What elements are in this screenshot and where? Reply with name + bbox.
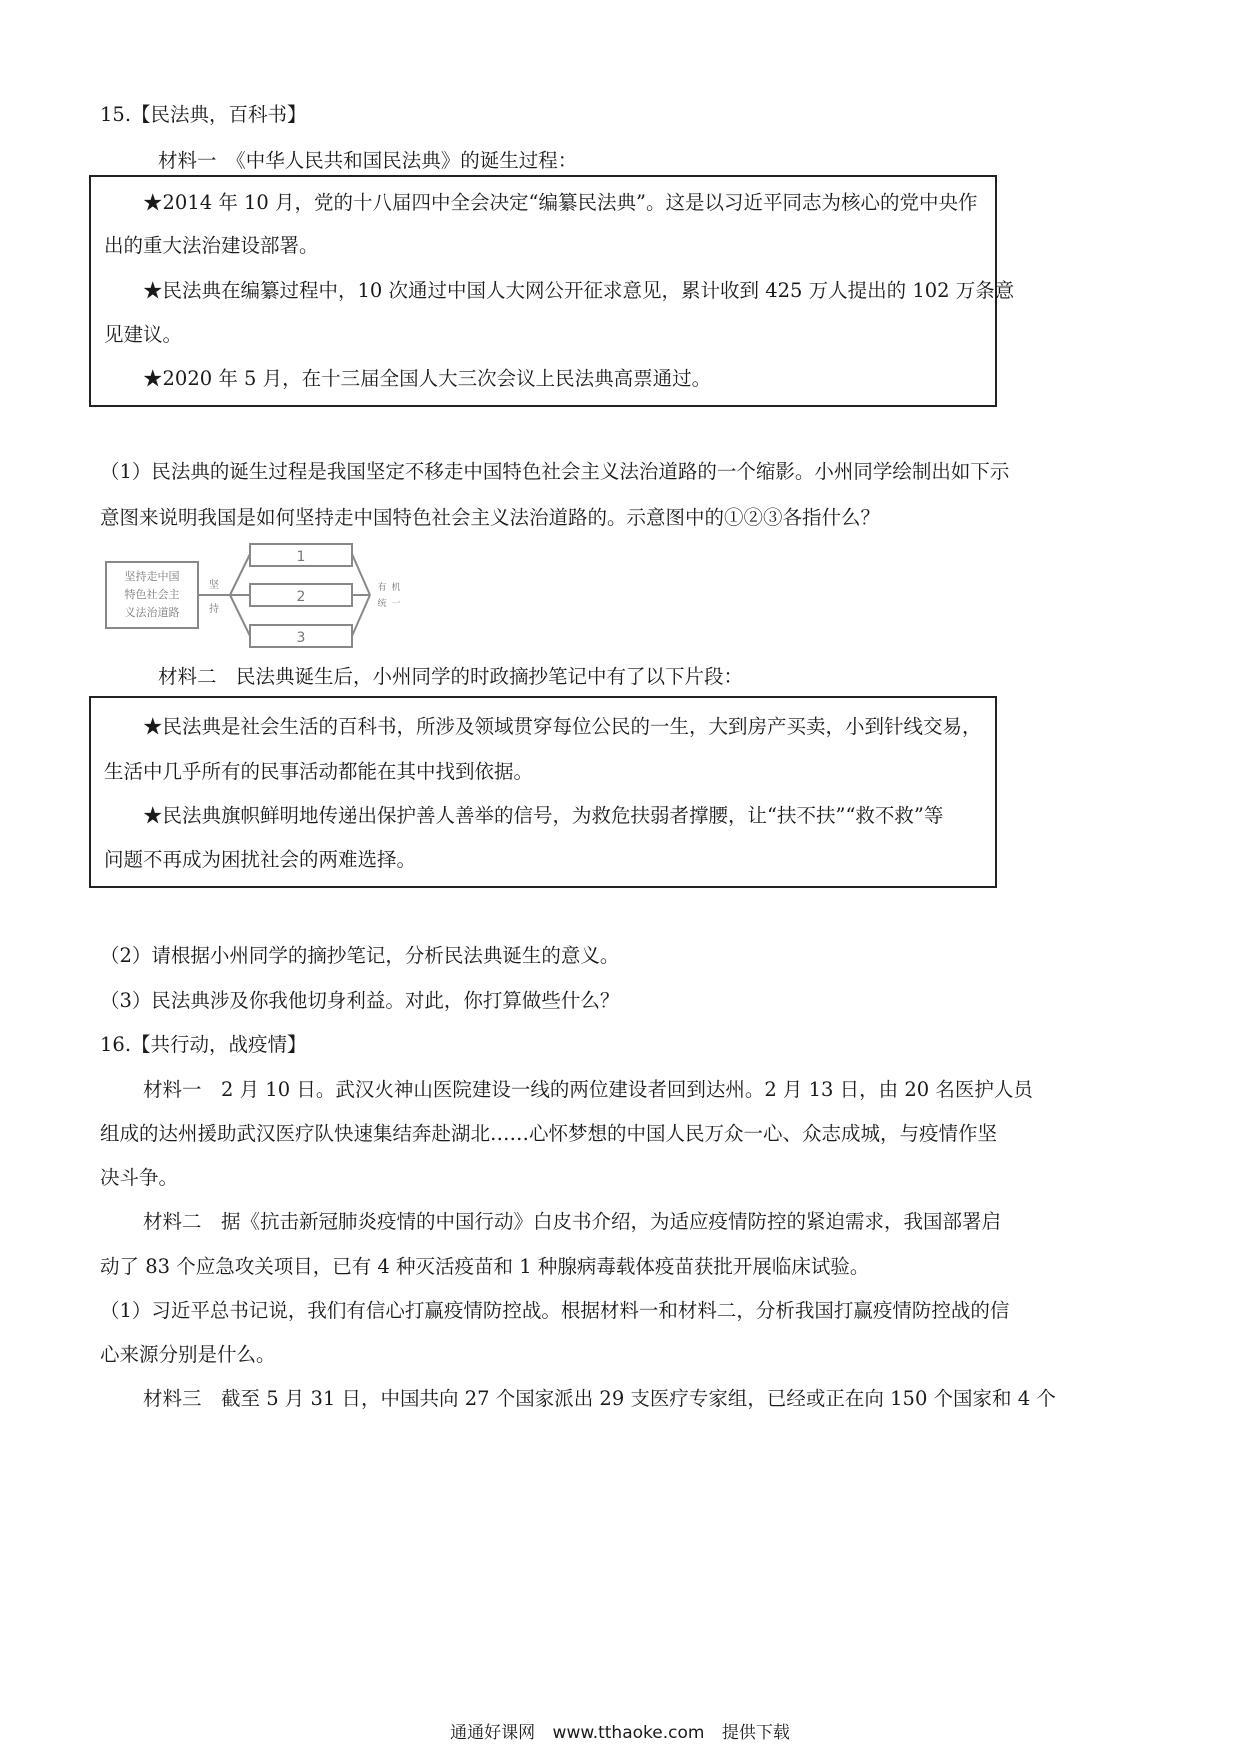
q16-sub1-line: 心来源分别是什么。 [100,1343,276,1366]
box2-line: 问题不再成为困扰社会的两难选择。 [104,848,417,871]
q16-material1-line: 决斗争。 [100,1166,179,1189]
diagram-connector-char: 坚 [209,580,219,591]
q16-heading: 16.【共行动，战疫情】 [100,1033,307,1056]
q15-heading: 15.【民法典，百科书】 [100,103,307,126]
q16-material3-line: 材料三 截至 5 月 31 日，中国共向 27 个国家派出 29 支医疗专家组，已经或正在向 150 个国家和 4 个 [143,1387,1056,1410]
box1-line: 出的重大法治建设部署。 [104,234,319,257]
box1-line: ★2020 年 5 月，在十三届全国人大三次会议上民法典高票通过。 [143,367,712,390]
q16-material2-line: 材料二 据《抗击新冠肺炎疫情的中国行动》白皮书介绍，为适应疫情防控的紧迫需求，我国部署启 [143,1210,1002,1233]
q15-sub1-line: 意图来说明我国是如何坚持走中国特色社会主义法治道路的。示意图中的①②③各指什么？ [100,506,881,529]
diagram-left-line: 坚持走中国 [124,570,180,583]
diagram-right-char: 有 [377,583,387,593]
footer-suffix: 提供下载 [721,1723,790,1743]
diagram-connector-char: 持 [209,604,219,615]
footer-site-name: 通通好课网 [450,1723,536,1743]
diagram-left-line: 特色社会主 [124,588,180,601]
diagram-branch-label: 3 [296,630,306,646]
q15-material1-intro: 材料一 《中华人民共和国民法典》的诞生过程： [158,149,578,172]
box2-line: 生活中几乎所有的民事活动都能在其中找到依据。 [104,760,534,783]
box2-line: ★民法典旗帜鲜明地传递出保护善人善举的信号，为救危扶弱者撑腰，让“扶不扶”“救不救”等 [143,804,944,827]
q16-material1-line: 材料一 2 月 10 日。武汉火神山医院建设一线的两位建设者回到达州。2 月 13 日，由 20 名医护人员 [143,1078,1033,1101]
q15-material2-intro: 材料二 民法典诞生后，小州同学的时政摘抄笔记中有了以下片段： [158,665,744,688]
q15-sub1-line: （1）民法典的诞生过程是我国坚定不移走中国特色社会主义法治道路的一个缩影。小州同学绘制出如下示 [100,460,1010,483]
q15-sub2: （2）请根据小州同学的摘抄笔记，分析民法典诞生的意义。 [100,944,620,967]
diagram-right-char: 机 [391,583,401,593]
diagram-right-char: 统 [377,599,387,609]
q15-sub3: （3）民法典涉及你我他切身利益。对此，你打算做些什么？ [100,989,620,1012]
box1-line: ★2014 年 10 月，党的十八届四中全会决定“编纂民法典”。这是以习近平同志为核心的党中央作 [143,191,978,214]
diagram-branch-label: 2 [296,589,306,605]
diagram-branch-label: 1 [296,549,306,565]
box2-line: ★民法典是社会生活的百科书，所涉及领域贯穿每位公民的一生，大到房产买卖，小到针线交易， [143,715,982,738]
diagram-right-char: 一 [391,599,401,609]
q16-material2-line: 动了 83 个应急攻关项目，已有 4 种灭活疫苗和 1 种腺病毒载体疫苗获批开展临床试验。 [100,1255,870,1278]
q16-sub1-line: （1）习近平总书记说，我们有信心打赢疫情防控战。根据材料一和材料二，分析我国打赢疫情防控战的信 [100,1299,1010,1322]
footer-url[interactable]: www.tthaoke.com [552,1723,705,1743]
page-footer [0,1718,1240,1743]
diagram-left-line: 义法治道路 [124,606,180,619]
box1-line: 见建议。 [104,323,183,346]
q16-material1-line: 组成的达州援助武汉医疗队快速集结奔赴湖北……心怀梦想的中国人民万众一心、众志成城，与疫情作坚 [100,1122,998,1145]
box1-line: ★民法典在编纂过程中，10 次通过中国人大网公开征求意见，累计收到 425 万人提出的 102 万条意 [143,279,1015,302]
rule-of-law-diagram [100,540,420,662]
